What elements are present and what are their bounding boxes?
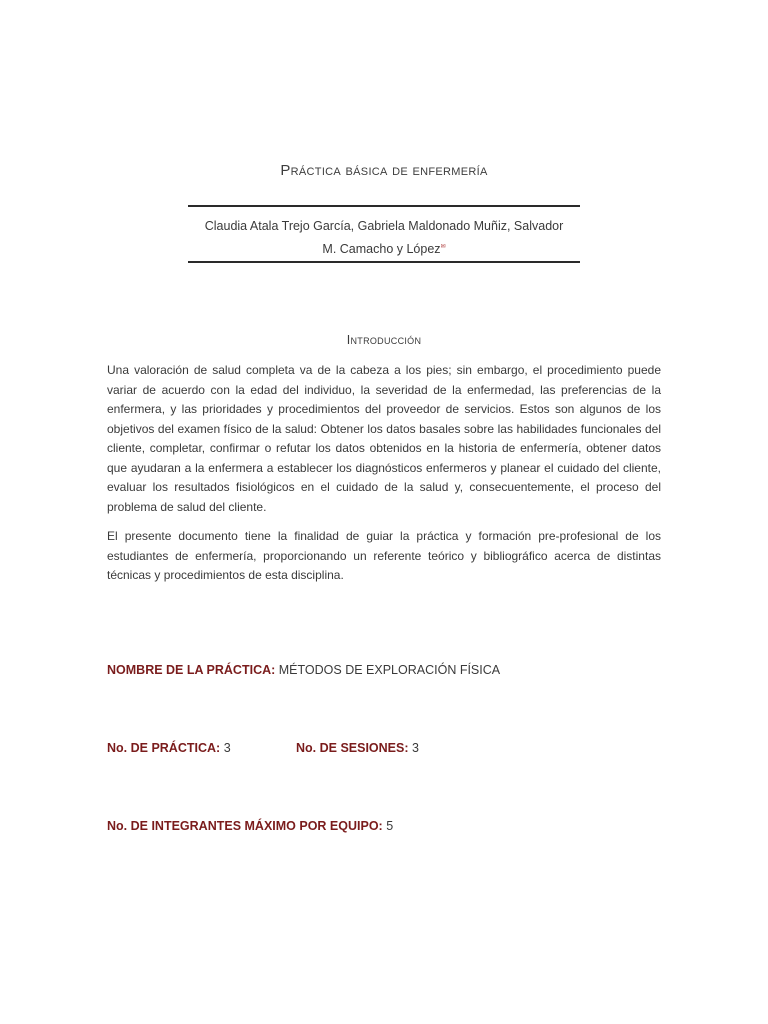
max-members-field (107, 819, 393, 833)
sessions-number-value: 3 (412, 741, 419, 755)
authors-block (188, 216, 580, 260)
practice-number-field (107, 741, 231, 755)
max-members-value: 5 (386, 819, 394, 833)
document-title: Práctica básica de enfermería (280, 162, 488, 179)
sessions-number-label: No. DE SESIONES: (296, 741, 409, 755)
authors-line-1: Claudia Atala Trejo García, Gabriela Maldonado Muñiz, Salvador (204, 219, 564, 233)
practice-number-label: No. DE PRÁCTICA: (107, 741, 221, 755)
title-divider-bottom (188, 261, 580, 263)
practice-name-label: NOMBRE DE LA PRÁCTICA: (107, 663, 276, 677)
practice-name-field (107, 663, 500, 677)
intro-paragraph-2: El presente documento tiene la finalidad de guiar la práctica y formación pre-profesional de los estudiantes de enfermería, proporcionando un referente teórico y bibliográfico acerca de distintas técnicas y procedimientos de esta disciplina. (107, 529, 661, 582)
introduction-heading: Introducción (346, 333, 422, 347)
practice-name-value: MÉTODOS DE EXPLORACIÓN FÍSICA (278, 663, 501, 677)
authors-line-2 (188, 237, 580, 260)
max-members-label: No. DE INTEGRANTES MÁXIMO POR EQUIPO: (107, 819, 383, 833)
author-email-mark[interactable]: ✉ (440, 244, 446, 250)
practice-number-value: 3 (223, 741, 231, 755)
authors-line-2-text: M. Camacho y López (322, 242, 441, 257)
intro-paragraph-1: Una valoración de salud completa va de la cabeza a los pies; sin embargo, el procedimiento puede variar de acuerdo con la edad del individuo, la severidad de la enfermedad, las preferencias de la enfermera, y las prioridades y procedimientos del proveedor de servicios. Estos son algunos de los objetivos del examen físico de la salud: Obtener los datos basales sobre las habilidades funcionales del cliente, completar, confirmar o refutar los datos obtenidos en la historia de enfermería, obtener datos que ayudaran a la enfermera a establecer los diagnósticos enfermeros y planear el cuidado del cliente, evaluar los resultados fisiológicos en el cuidado de la salud y, consecuentemente, el proceso del problema de salud del cliente. (107, 363, 661, 514)
sessions-number-field (296, 741, 419, 755)
title-divider-top (188, 205, 580, 207)
